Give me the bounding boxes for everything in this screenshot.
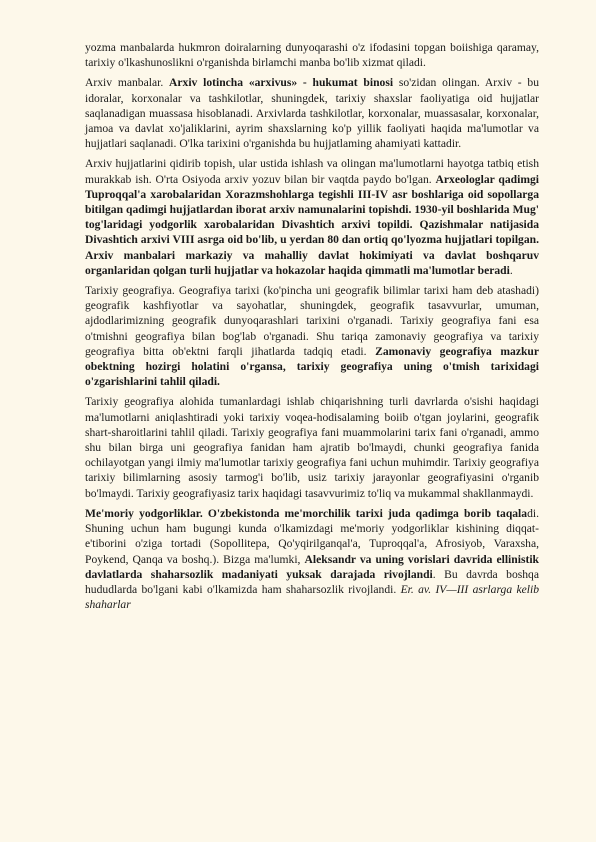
text-body	[85, 40, 539, 612]
text-run: so'zidan olingan. Arxiv - bu idoralar, korxonalar va tashkilotlar, shuningdek, tarixiy shaxslar faoliyatiga oid hujjatlar saqlanadigan muassasa hisoblanadi. Arxivlarda tashkilotlar, korxonalar, muassasalar, korxonalar, jamoa va davlat xo'jaliklarini, ayrim shaxslarning ko'p yillik faoliyati haqida ma'lumotlar va hujjatlari saqlanadi. O'lka tarixini o'rganishda bu hujjatlaming ahamiyati kattadir.	[85, 76, 539, 151]
paragraph	[85, 283, 539, 389]
bold-text: Arxiv lotincha «arxivus» - hukumat binosi	[169, 76, 394, 90]
bold-text: Zamonaviy geografiya mazkur obektning hozirgi holatini o'rgansa, tarixiy geografiya uning o'tmish tarixidagi o'zgarishlarini tahlil qiladi.	[85, 344, 540, 389]
paragraph	[85, 40, 539, 70]
paragraph	[85, 156, 539, 278]
text-run: Tarixiy geografiya. Geografiya tarixi (ko'pincha uni geografik bilimlar tarixi ham deb atashadi) geografik kashfiyotlar va sayohatlar, shuningdek, geografik tasavvurlar, umuman, ajdodlarimizning geografik dunyoqarashlari tarixini o'rganadi. Tarixiy geografiya fani esa o'tmishni geografiya bilan bog'lab o'rganadi. Shu tariqa zamonaviy geografiya va tarixiy geografiya bitta ob'ektni farqli jihatlarda tadqiq etadi.	[85, 284, 539, 358]
italic-text: Er. av. IV—III asrlarga kelib shaharlar	[85, 582, 539, 612]
text-run: .	[509, 263, 513, 277]
bold-text: Arxeologlar qadimgi Tuproqqal'a xarobalaridan Xorazmshohlarga tegishli III-IV asr boshlariga oid sopollarga bitilgan qadimgi hujjatlardan iborat arxiv namunalarini topishdi. 1930-yil boshlarida Mug' tog'laridagi yodgorlik xarobalaridan Divashtich arxivi topildi. Qazishmalar natijasida Divashtich arxivi VIII asrga oid bo'lib, u yerdan 80 dan ortiq qo'lyozma hujjatlari topilgan. Arxiv manbalari markaziy va mahalliy davlat hokimiyati va davlat boshqaruv organlaridan qolgan turli hujjatlar va hokazolar haqida qimmatli ma'lumotlar beradi	[85, 172, 540, 277]
paragraph	[85, 506, 539, 612]
text-run: Tarixiy geografiya alohida tumanlardagi ishlab chiqarishning turli davrlarda o'sishi haqidagi ma'lumotlarni aniqlashtiradi yoki tarixiy voqea-hodisalaming boiib o'tgan joylarini, geografik shart-sharoitlarini tahlil qiladi. Tarixiy geografiya fani muammolarini tarix fani o'rganadi, ammo shu bilan birga uni geografiya fanidan ham ajratib bo'lmaydi, chunki geografiya fanida ochilayotgan yangi ilmiy ma'lumotlar tarixiy geografiya fani uchun muhimdir. Tarixiy geografiya tarixiy bilimlarning asosiy tarmog'i bo'lib, usiz tarixiy jarayonlar geografiyasini o'rganib bo'lmaydi. Tarixiy geografiyasiz tarix haqidagi tasavvurimiz to'liq va mukammal shakllanmaydi.	[85, 395, 539, 500]
paragraph	[85, 75, 539, 151]
text-run: Arxiv hujjatlarini qidirib topish, ular ustida ishlash va olingan ma'lumotlarni hayotga tatbiq etish murakkab ish. O'rta Osiyoda arxiv yozuv bilan bir vaqtda paydo bo'lgan.	[85, 157, 539, 186]
bold-text: Aleksandr va uning vorislari davrida ellinistik davlatlarda shaharsozlik madaniyati yuksak darajada rivojlandi	[85, 552, 539, 581]
paragraph	[85, 394, 539, 500]
text-run: di. Shuning uchun ham bugungi kunda o'lkamizdagi me'moriy yodgorliklar kishining diqqat-e'tiborini o'ziga tortadi (Sopollitepa, Qo'yqirilganqal'a, Tuproqqal'a, Afrosiyob, Varaxsha, Poykend, Qanqa va boshq.). Bizga ma'lumki,	[85, 506, 539, 566]
text-run: Arxiv manbalar.	[85, 76, 169, 90]
text-run: yozma manbalarda hukmron doiralarning dunyoqarashi o'z ifodasini topgan boiishiga qaramay, tarixiy o'lkashunoslikni o'rganishda birlamchi manba bo'lib xizmat qiladi.	[85, 41, 539, 70]
bold-text: Me'moriy yodgorliklar. O'zbekistonda me'morchilik tarixi juda qadimga borib taqala	[85, 506, 528, 520]
text-run: . Bu davrda boshqa hududlarda bo'lgani kabi o'lkamizda ham shaharsozlik rivojlandi.	[85, 567, 539, 596]
